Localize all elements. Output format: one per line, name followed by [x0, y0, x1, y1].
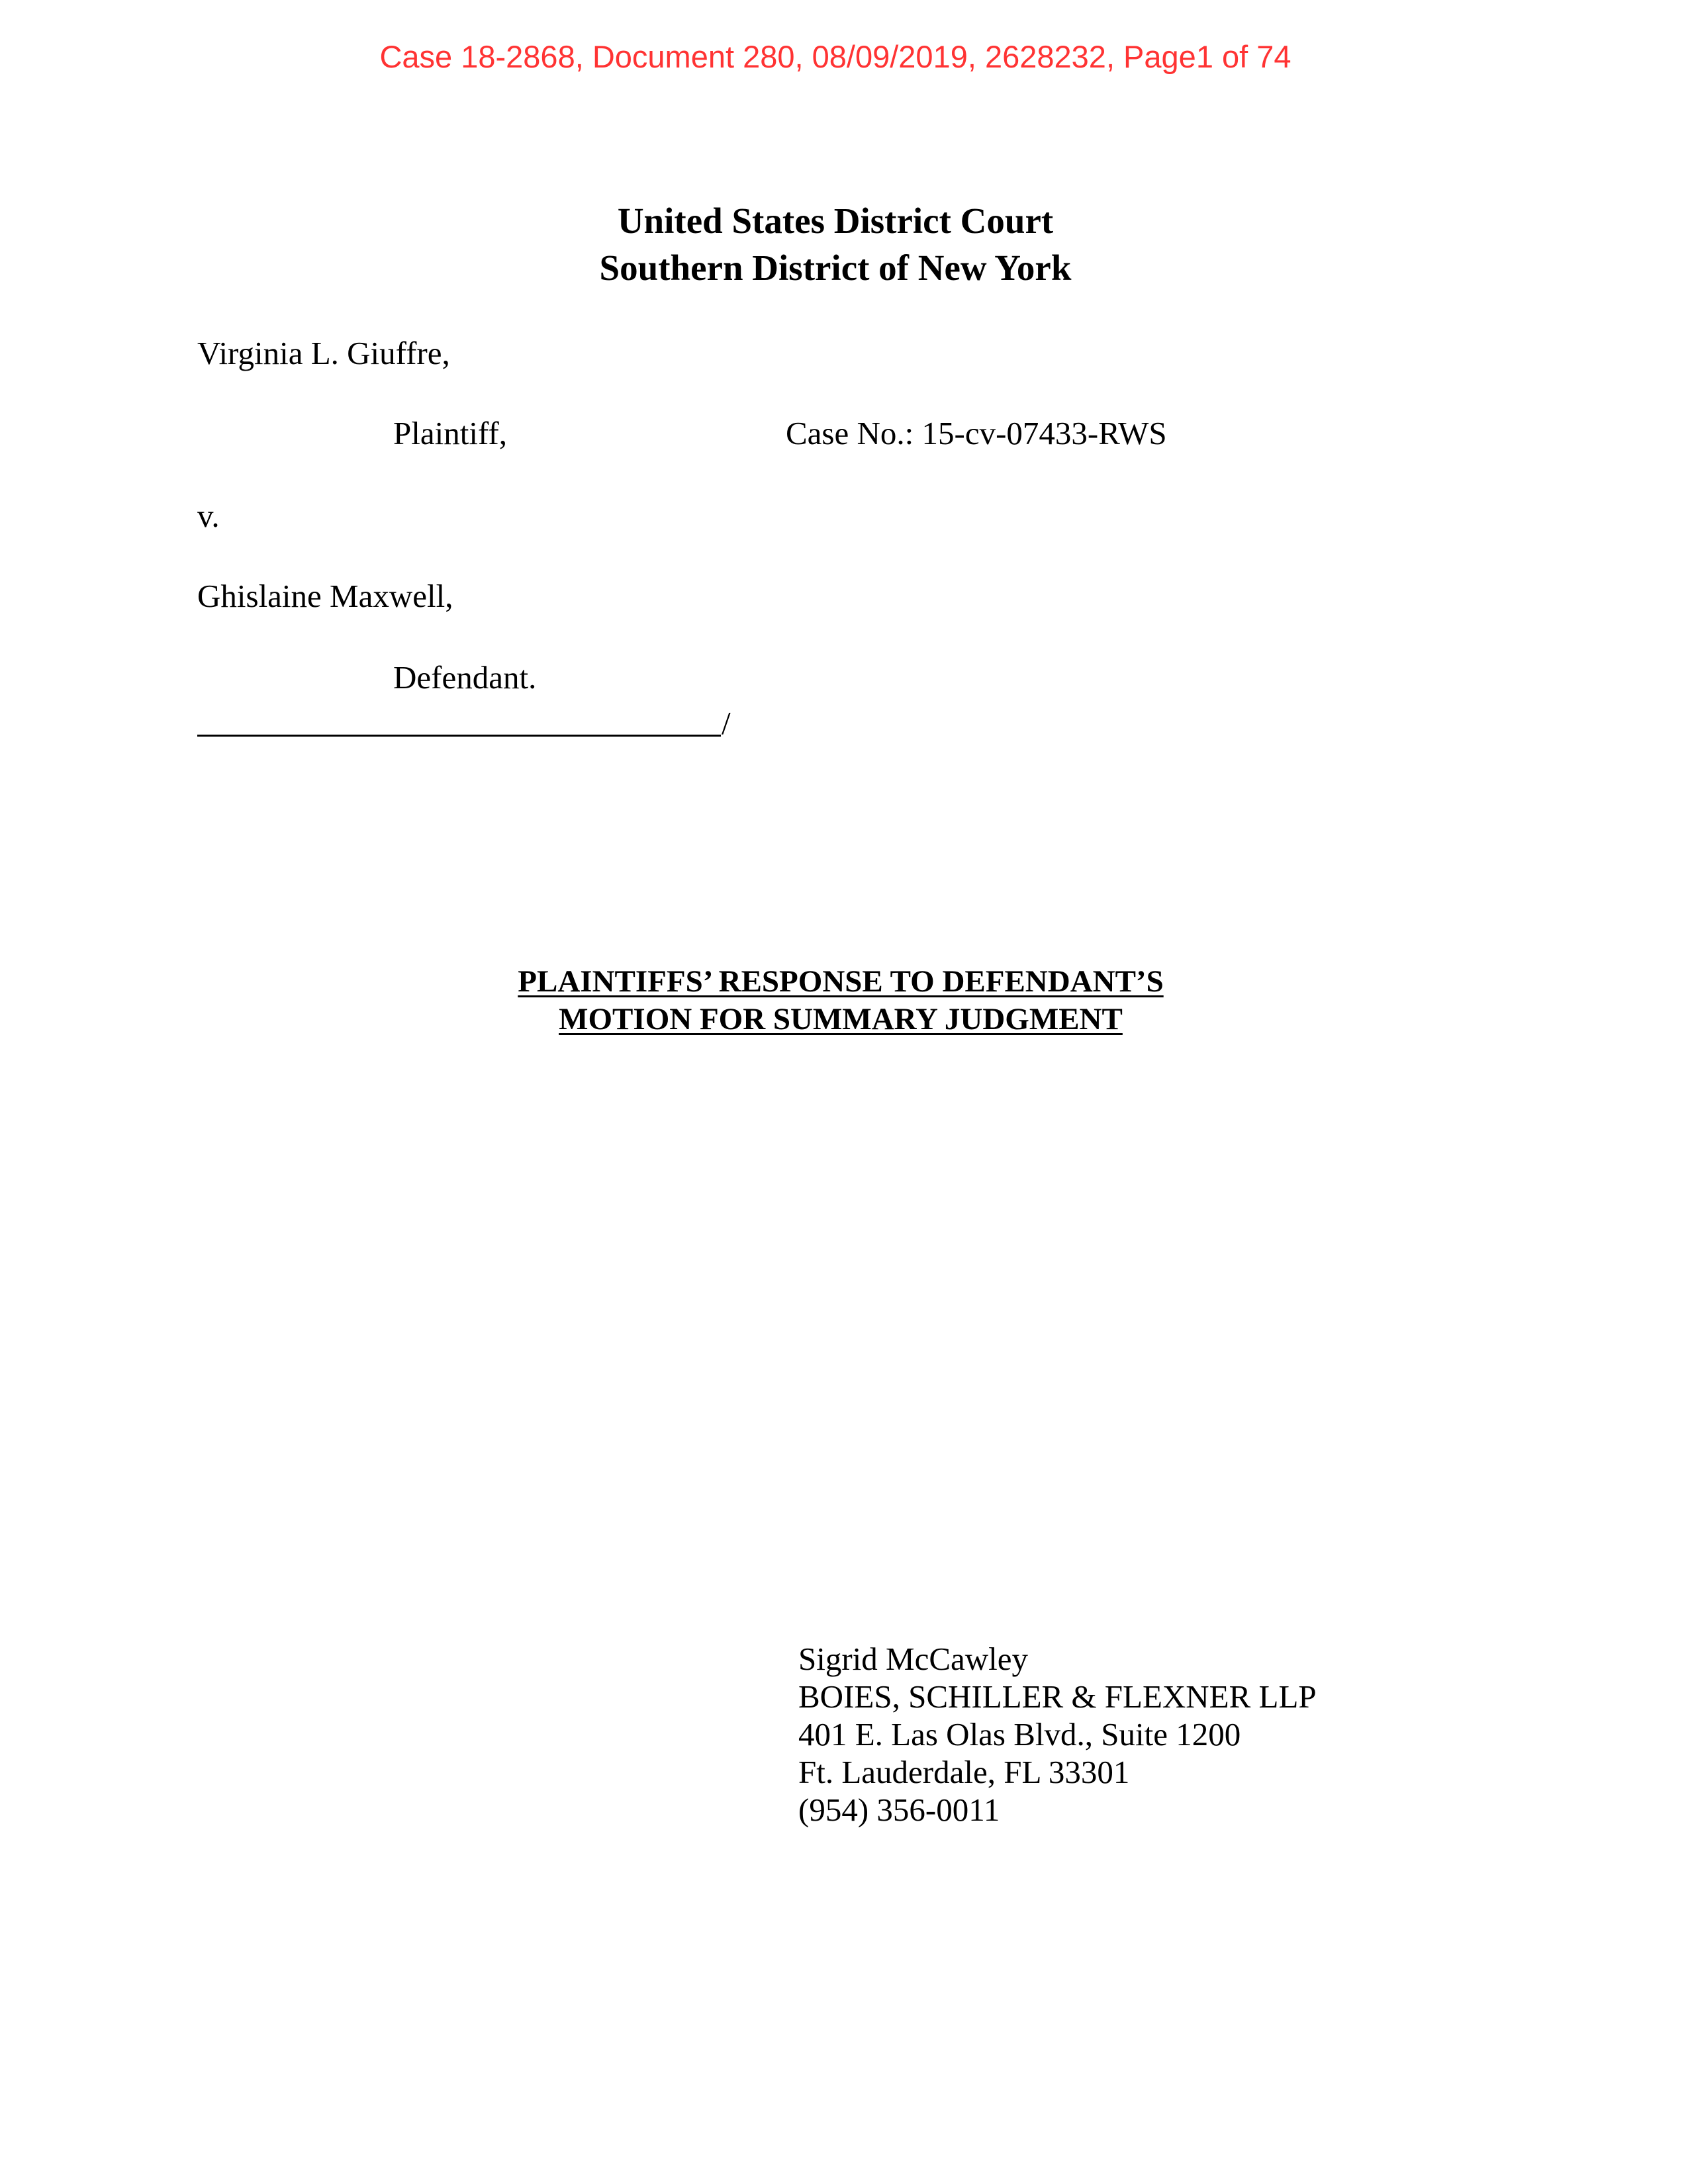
defendant-name: Ghislaine Maxwell, [197, 578, 453, 614]
caption-rule-slash: / [722, 705, 731, 741]
versus: v. [197, 498, 220, 534]
signature-attorney: Sigrid McCawley [798, 1641, 1029, 1677]
signature-address: 401 E. Las Olas Blvd., Suite 1200 [798, 1716, 1241, 1752]
case-number: Case No.: 15-cv-07433-RWS [786, 415, 1167, 451]
court-name: United States District Court [617, 201, 1054, 241]
caption-rule [197, 735, 721, 737]
signature-city: Ft. Lauderdale, FL 33301 [798, 1754, 1130, 1790]
plaintiff-role: Plaintiff, [393, 415, 507, 451]
plaintiff-name: Virginia L. Giuffre, [197, 335, 450, 371]
document-title-line2: MOTION FOR SUMMARY JUDGMENT [559, 1002, 1123, 1036]
signature-phone: (954) 356-0011 [798, 1792, 1000, 1828]
signature-firm: BOIES, SCHILLER & FLEXNER LLP [798, 1678, 1317, 1715]
court-district: Southern District of New York [599, 248, 1072, 288]
document-title-line1: PLAINTIFFS’ RESPONSE TO DEFENDANT’S [518, 964, 1164, 999]
defendant-role: Defendant. [393, 659, 537, 696]
case-header-stamp: Case 18-2868, Document 280, 08/09/2019, 2628232, Page1 of 74 [379, 39, 1291, 74]
